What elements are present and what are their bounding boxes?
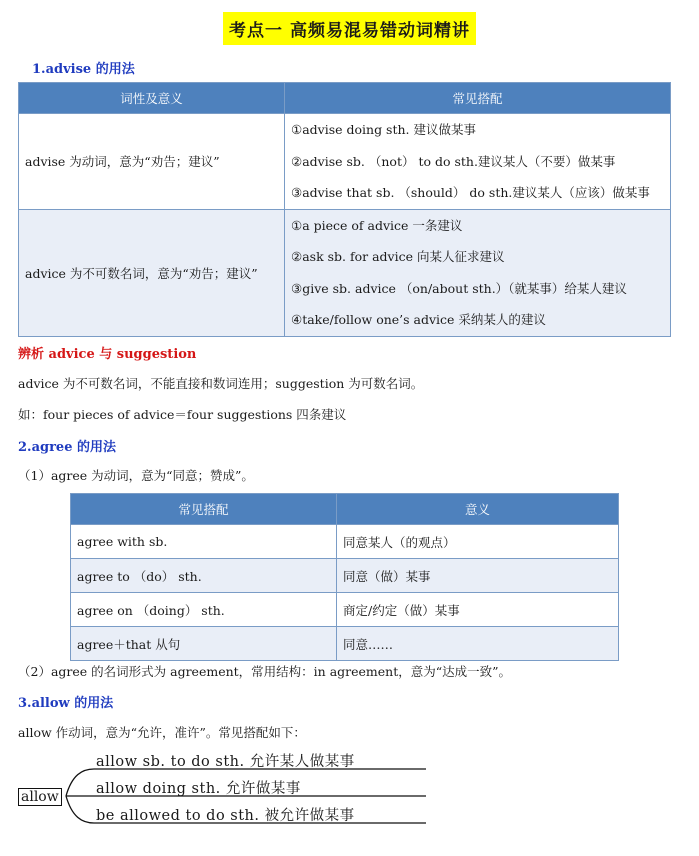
table-row xyxy=(71,627,619,661)
page-title: 考点一 高频易混易错动词精讲 xyxy=(223,12,476,45)
section1-heading: 1.advise 的用法 xyxy=(32,62,135,77)
table-row xyxy=(19,209,671,336)
section3-intro: allow 作动词，意为“允许，准许”。常见搭配如下： xyxy=(18,725,306,740)
table-row xyxy=(71,559,619,593)
collocation-cell: agree on （doing） sth. xyxy=(71,593,337,627)
section2-outro: （2）agree 的名词形式为 agreement，常用结构：in agreement，意为“达成一致”。 xyxy=(18,664,512,679)
meaning-cell: 商定/约定（做）某事 xyxy=(337,593,619,627)
meaning-cell: 同意某人（的观点） xyxy=(337,525,619,559)
section3-heading: 3.allow 的用法 xyxy=(18,696,114,711)
diagram-branch: be allowed to do sth. 被允许做某事 xyxy=(96,808,355,824)
title-wrap xyxy=(0,12,699,45)
collocation-cell: agree＋that 从句 xyxy=(71,627,337,661)
diagram-branch: allow sb. to do sth. 允许某人做某事 xyxy=(96,754,355,770)
collocation-item: ③give sb. advice （on/about sth.）（就某事）给某人建议 xyxy=(291,280,627,296)
collocation-item: ①advise doing sth. 建议做某事 xyxy=(291,122,476,137)
advise-table-header-meaning: 词性及意义 xyxy=(19,83,285,114)
row-meaning: advise 为动词，意为“劝告；建议” xyxy=(19,114,285,210)
row-collocations xyxy=(285,209,671,336)
row-collocations xyxy=(285,114,671,210)
collocation-item: ②ask sb. for advice 向某人征求建议 xyxy=(291,249,505,264)
section2-intro: （1）agree 为动词，意为“同意；赞成”。 xyxy=(18,468,254,483)
diagram-branch: allow doing sth. 允许做某事 xyxy=(96,781,301,797)
note-heading: 辨析 advice 与 suggestion xyxy=(18,347,197,362)
collocation-item: ④take/follow one’s advice 采纳某人的建议 xyxy=(291,312,546,327)
table-row xyxy=(71,525,619,559)
note-example: 如：four pieces of advice＝four suggestions 四条建议 xyxy=(18,407,347,422)
table-row xyxy=(71,593,619,627)
collocation-item: ③advise that sb. （should） do sth.建议某人（应该）做某事 xyxy=(291,185,650,200)
collocation-item: ①a piece of advice 一条建议 xyxy=(291,217,463,233)
section2-heading: 2.agree 的用法 xyxy=(18,440,117,455)
allow-diagram xyxy=(16,745,436,835)
diagram-root: allow xyxy=(18,788,62,806)
meaning-cell: 同意…… xyxy=(337,627,619,661)
collocation-item: ②advise sb. （not） to do sth.建议某人（不要）做某事 xyxy=(291,153,616,169)
agree-table xyxy=(70,493,619,661)
collocation-cell: agree to （do） sth. xyxy=(71,559,337,593)
advise-table xyxy=(18,82,671,337)
advise-table-header-collocations: 常见搭配 xyxy=(285,83,671,114)
row-meaning: advice 为不可数名词，意为“劝告；建议” xyxy=(19,209,285,336)
agree-table-header-meaning: 意义 xyxy=(337,494,619,525)
note-line: advice 为不可数名词，不能直接和数词连用；suggestion 为可数名词。 xyxy=(18,376,424,391)
collocation-cell: agree with sb. xyxy=(71,525,337,559)
agree-table-header-collocation: 常见搭配 xyxy=(71,494,337,525)
meaning-cell: 同意（做）某事 xyxy=(337,559,619,593)
table-row xyxy=(19,114,671,210)
